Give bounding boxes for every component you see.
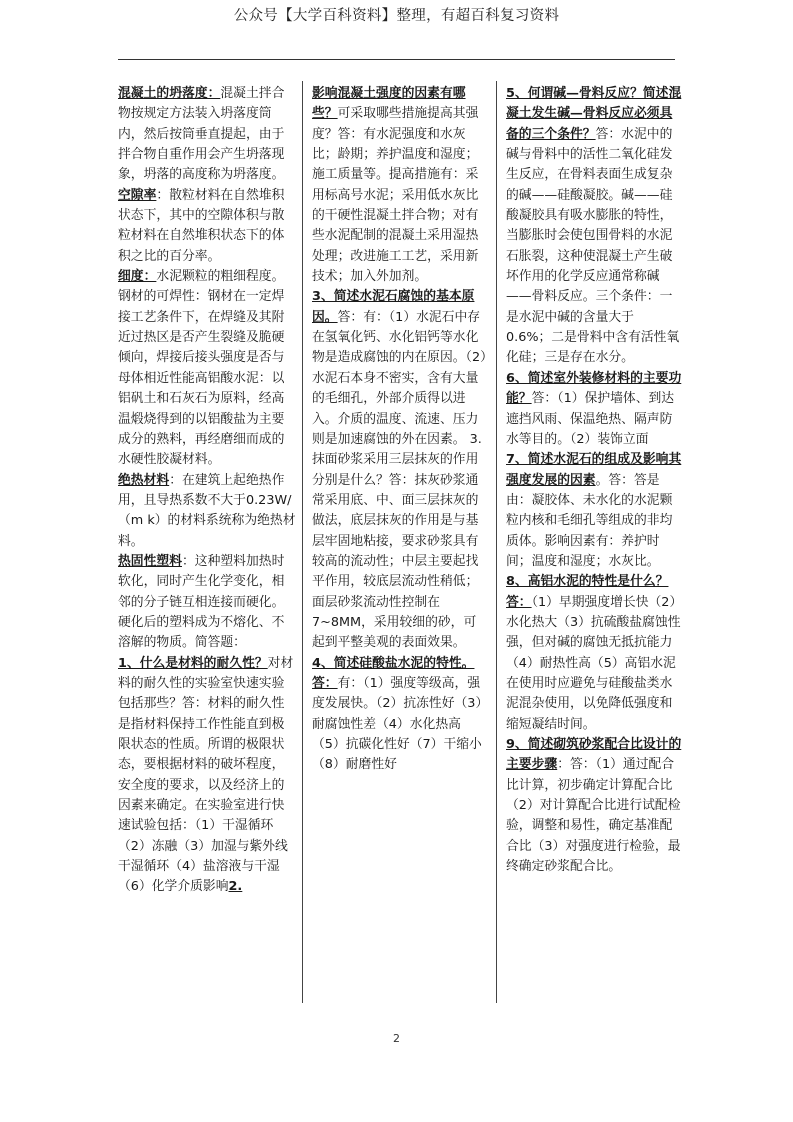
term-thermoset-plastic: 热固性塑料 [118,553,182,569]
question-2-title: 影响混凝土强度的因素有哪些？ [312,86,466,122]
question-8-title: 8、高铝水泥的特性是什么？答： [506,574,669,610]
question-5-title: 5、何谓碱—骨料反应？简述混凝土发生碱—骨料反应必须具备的三个条件？ [506,86,682,142]
def-insulation-material: ：在建筑上起绝热作用，且导热系数不大于0.23W/（m k）的材料系统称为绝热材料。 [118,472,296,549]
page-header: 公众号【大学百科资料】整理，有超百科复习资料 [233,8,560,24]
term-fineness: 细度： [118,269,157,285]
question-7-title: 7、简述水泥石的组成及影响其强度发展的因素 [506,452,682,488]
column-divider-left [302,81,303,1003]
question-6-body: 答：（1）保护墙体、到达遮挡风雨、保温绝热、隔声防水等目的。（2）装饰立面 [506,391,675,447]
question-3-body: 答：有：（1）水泥石中存在氢氧化钙、水化铝钙等水化物是造成腐蚀的内在原因。（2）水泥石本身不密实，含有大量的毛细孔，外部介质得以进入。介质的温度、流速、压力则是加速腐蚀的外在因素。 3. 抹面砂浆采用三层抹灰的作用分别是什么？答：抹灰砂浆通常采用底、中、面三层抹灰的做法，底层抹灰的作用是与基层牢固地粘接，要求砂浆具有较高的流动性；中层主要起找平作用，较底层流动性稍低；面层砂浆流动性控制在 7~8MM，采用较细的砂，可起到平整美观的表面效果。 [312,309,487,651]
question-1-title: 1、什么是材料的耐久性？ [118,655,268,671]
def-thermoset-plastic: ：这种塑料加热时软化，同时产生化学变化，相邻的分子链互相连接而硬化。硬化后的塑料成为不熔化、不溶解的物质。简答题： [118,553,285,651]
question-4-body: 有：（1）强度等级高，强度发展快。（2）抗冻性好（3）耐腐蚀性差（4）水化热高（5）抗碳化性好（7）干缩小（8）耐磨性好 [312,675,482,773]
question-8-body: （1）早期强度增长快（2）水化热大（3）抗硫酸盐腐蚀性强，但对碱的腐蚀无抵抗能力（4）耐热性高（5）高铝水泥在使用时应避免与硅酸盐类水泥混杂使用，以免降低强度和缩短凝结时间。 [506,594,681,732]
question-3-title: 3、简述水泥石腐蚀的基本原因。 [312,289,475,325]
def-slump: 混凝土拌合物按规定方法装入坍落度筒内，然后按筒垂直提起，由于拌合物自重作用会产生坍落现象，坍落的高度称为坍落度。 [118,86,285,183]
column-divider-right [496,81,497,1003]
term-slump: 混凝土的坍落度： [118,86,221,101]
def-void-ratio: ：散粒材料在自然堆积状态下，其中的空隙体积与散粒材料在自然堆积状态下的体积之比的百分率。 [118,187,285,264]
question-9-body: ：答：（1）通过配合比计算，初步确定计算配合比（2）对计算配合比进行试配检验，调整和易性，确定基准配合比（3）对强度进行检验，最终确定砂浆配合比。 [506,757,681,875]
term-insulation-material: 绝热材料 [118,472,170,488]
column-2 [312,84,488,1000]
question-7-body: 。答：答是由：凝胶体、未水化的水泥颗粒内核和毛细孔等组成的非均质体。影响因素有：养护时间；温度和湿度；水灰比。 [506,472,673,569]
question-4-answer-label: 答： [312,675,338,691]
question-1-body: 对材料的耐久性的实验室快速实验包括那些？答：材料的耐久性是指材料保持工作性能直到极限状态的性质。所谓的极限状态，要根据材料的破坏程度，安全度的要求，以及经济上的因素来确定。在实验室进行快速试验包括：（1）干湿循环（2）冻融（3）加湿与紫外线干湿循环（4）盐溶液与干湿（6）化学介质影响 [118,655,294,895]
question-4-title: 4、简述硅酸盐水泥的特性。 [312,655,475,671]
question-6-title: 6、简述室外装修材料的主要功能？ [506,370,682,407]
question-5-body: 答：水泥中的碱与骨料中的活性二氧化硅发生反应，在骨料表面生成复杂的碱——硅酸凝胶。碱——硅酸凝胶具有吸水膨胀的特性，当膨胀时会使包围骨料的水泥石胀裂，这种使混凝土产生破坏作用的化学反应通常称碱——骨料反应。三个条件：一是水泥中碱的含量大于 0.6%；二是骨料中含有活性氧化硅；三是存在水分。 [506,126,680,366]
column-3 [506,84,682,1000]
question-2-number: 2. [228,879,243,895]
page-number: 2 [393,1032,400,1045]
question-2-body: 可采取哪些措施提高其强度？答：有水泥强度和水灰比；龄期；养护温度和湿度；施工质量等。提高措施有：采用标高号水泥；采用低水灰比的干硬性混凝土拌合物；对有些水泥配制的混凝土采用湿热处理；改进施工工艺，采用新技术；加入外加剂。 [312,106,479,285]
def-fineness: 水泥颗粒的粗细程度。钢材的可焊性：钢材在一定焊接工艺条件下，在焊缝及其附近过热区是否产生裂缝及脆硬倾向，焊接后接头强度是否与母体相近性能高铝酸水泥：以铝矾土和石灰石为原料，经高温煅烧得到的以铝酸盐为主要成分的熟料，再经磨细而成的水硬性胶凝材料。 [118,269,285,468]
question-9-title: 9、简述砌筑砂浆配合比设计的主要步骤 [506,737,682,773]
header-divider [118,59,675,60]
term-void-ratio: 空隙率 [118,187,157,203]
column-1 [118,84,296,1000]
